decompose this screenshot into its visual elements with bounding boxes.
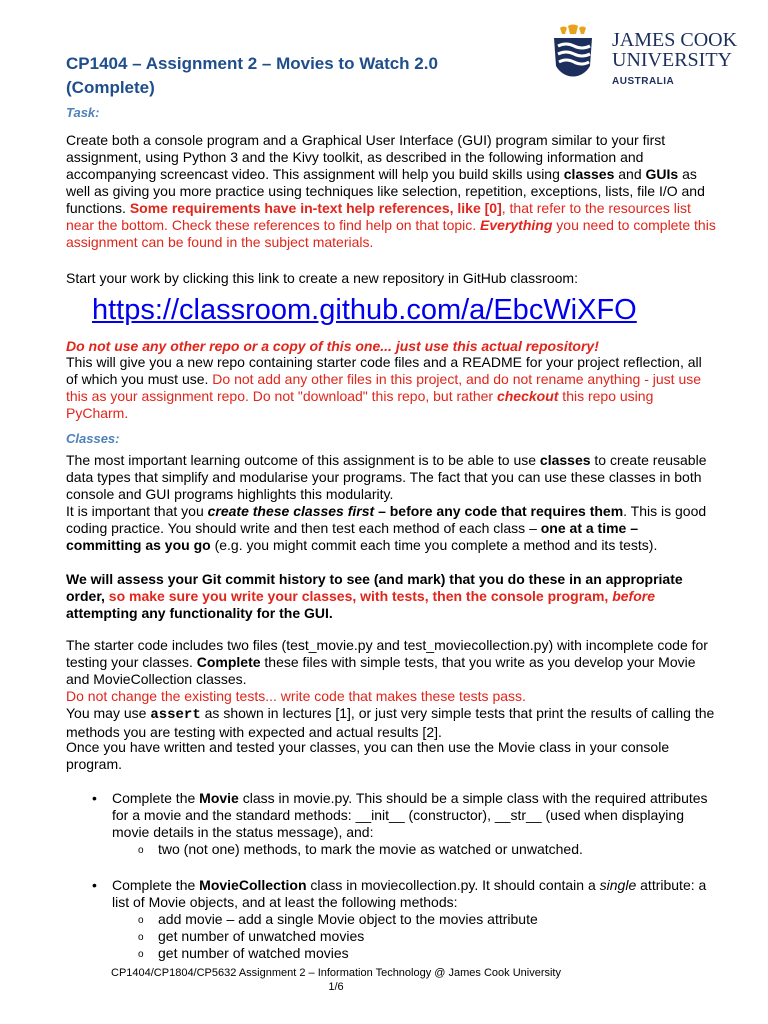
classes-paragraph-1 xyxy=(66,452,716,503)
classes-paragraph-4 xyxy=(66,637,716,688)
task-p1-and: and xyxy=(614,166,646,182)
classes-p2-text-c: . This is good coding practice. You should write and then test each method of each class – xyxy=(66,503,707,536)
page-title xyxy=(66,52,516,100)
bullet-moviecollection-class xyxy=(112,877,712,911)
classes-heading: Classes: xyxy=(66,431,120,446)
task-paragraph-2: Start your work by clicking this link to create a new repository in GitHub classroom: xyxy=(66,270,578,286)
classes-p1-text-b: to create reusable data types that simplify and modularise your programs. The fact that you can use these classes in both console and GUI programs highlights this modularity. xyxy=(66,452,707,502)
task-p1-red: , that refer to the resources list near the bottom. Check these references to find help on that topic. xyxy=(66,200,691,233)
task-heading: Task: xyxy=(66,105,100,120)
sub-bullet-add-movie: add movie – add a single Movie object to the movies attribute xyxy=(158,911,538,927)
classes-tests-warning: Do not change the existing tests... write code that makes these tests pass. xyxy=(66,688,526,704)
classes-paragraph-3 xyxy=(66,571,716,622)
sub-bullet-mark-methods: two (not one) methods, to mark the movie as watched or unwatched. xyxy=(158,841,583,857)
task-p1-everything: Everything xyxy=(480,217,553,233)
task-p3-checkout: checkout xyxy=(496,388,559,404)
task-p3-red: Do not add any other files in this project, and do not rename anything - just use this as your assignment repo. Do not "download" this repo, but rather xyxy=(66,371,702,404)
sub-bullet-marker: o xyxy=(138,949,144,960)
sub-bullet-marker: o xyxy=(138,932,144,943)
bullet-1-movie: Movie xyxy=(199,790,239,806)
university-logo xyxy=(546,24,738,92)
classes-p1-text: The most important learning outcome of this assignment is to be able to use xyxy=(66,452,540,468)
bullet-marker: • xyxy=(92,790,97,806)
classes-p4-text-b: these files with simple tests, that you write as you develop your Movie and MovieCollection classes. xyxy=(66,654,696,687)
classes-p2-create-first: create these classes first xyxy=(207,503,375,519)
task-p1-red-end: you need to complete this assignment can be found in the subject materials. xyxy=(66,217,716,250)
classes-p5-text: You may use xyxy=(66,705,151,721)
task-p3-text: This will give you a new repo containing starter code files and a README for your project reflection, all of which you must use. xyxy=(66,354,702,387)
classes-p4-text: The starter code includes two files (test_movie.py and test_moviecollection.py) with incomplete code for testing your classes. xyxy=(66,637,708,670)
bullet-1-text-b: class in movie.py. This should be a simple class with the required attributes for a movie and the standard methods: __init__ (constructor), __str__ (used when displaying movie details in the status message), and: xyxy=(112,790,708,840)
sub-bullet-unwatched-count: get number of unwatched movies xyxy=(158,928,365,944)
repo-warning: Do not use any other repo or a copy of this one... just use this actual repository! xyxy=(66,338,599,354)
title-line-1: CP1404 – Assignment 2 – Movies to Watch 2.0 xyxy=(66,54,438,73)
task-paragraph-1 xyxy=(66,132,716,251)
page-footer: CP1404/CP1804/CP5632 Assignment 2 – Information Technology @ James Cook University xyxy=(111,967,561,979)
sub-bullet-marker: o xyxy=(138,915,144,926)
classes-p2-text-e: (e.g. you might commit each time you complete a method and its tests). xyxy=(210,537,658,553)
classes-p2-before-code: – before any code that requires them xyxy=(374,503,624,519)
logo-text-australia: AUSTRALIA xyxy=(612,76,675,87)
task-p1-classes: classes xyxy=(563,166,615,182)
github-classroom-link[interactable]: https://classroom.github.com/a/EbcWiXFO xyxy=(92,294,637,326)
title-line-2: (Complete) xyxy=(66,78,155,97)
classes-p5-text-b: as shown in lectures [1], or just very simple tests that print the results of calling the methods you are testing with expected and actual results [2]. xyxy=(66,705,715,740)
task-p3-red-end: this repo using PyCharm. xyxy=(66,388,654,421)
task-p1-guis: GUIs xyxy=(645,166,679,182)
bullet-1-text: Complete the xyxy=(112,790,200,806)
logo-text-university: UNIVERSITY xyxy=(612,49,732,71)
page-number: 1/6 xyxy=(328,981,344,993)
classes-p3-before: before xyxy=(612,588,655,604)
classes-p2-text: It is important that you xyxy=(66,503,208,519)
logo-text-james-cook: JAMES COOK xyxy=(612,29,738,51)
bullet-2-moviecollection: MovieCollection xyxy=(199,877,307,893)
bullet-2-single: single xyxy=(599,877,637,893)
classes-paragraph-6: Once you have written and tested your classes, you can then use the Movie class in your console program. xyxy=(66,739,670,772)
classes-p1-classes: classes xyxy=(539,452,591,468)
bullet-2-text-b: class in moviecollection.py. It should contain a xyxy=(306,877,600,893)
classes-p3-red: so make sure you write your classes, with tests, then the console program, xyxy=(108,588,613,604)
classes-p5-assert: assert xyxy=(150,707,201,723)
sub-bullet-watched-count: get number of watched movies xyxy=(158,945,349,961)
task-p1-text: Create both a console program and a Graphical User Interface (GUI) program similar to your first assignment, using Python 3 and the Kivy toolkit, as described in the following information and accompanying screencast video. This assignment will help you build skills using xyxy=(66,132,666,182)
bullet-movie-class xyxy=(112,790,712,841)
classes-p3-text-b: attempting any functionality for the GUI. xyxy=(66,605,333,621)
classes-p2-one-at-a-time: one at a time – committing as you go xyxy=(66,520,639,553)
wave-crest-icon xyxy=(546,24,606,86)
sub-bullet-marker: o xyxy=(138,845,144,856)
classes-paragraph-2 xyxy=(66,503,716,554)
bullet-2-text: Complete the xyxy=(112,877,200,893)
task-p1-text-b: as well as giving you more practice using techniques like selection, repetition, exceptions, lists, file I/O and functions. xyxy=(66,166,705,216)
bullet-marker: • xyxy=(92,877,97,893)
classes-paragraph-5 xyxy=(66,705,716,741)
classes-p4-complete: Complete xyxy=(196,654,261,670)
task-p1-references: Some requirements have in-text help references, like [0] xyxy=(129,200,502,216)
task-paragraph-3 xyxy=(66,354,716,422)
bullet-2-text-c: attribute: a list of Movie objects, and at least the following methods: xyxy=(112,877,707,910)
classes-p3-text: We will assess your Git commit history to see (and mark) that you do these in an appropriate order, xyxy=(66,571,683,604)
